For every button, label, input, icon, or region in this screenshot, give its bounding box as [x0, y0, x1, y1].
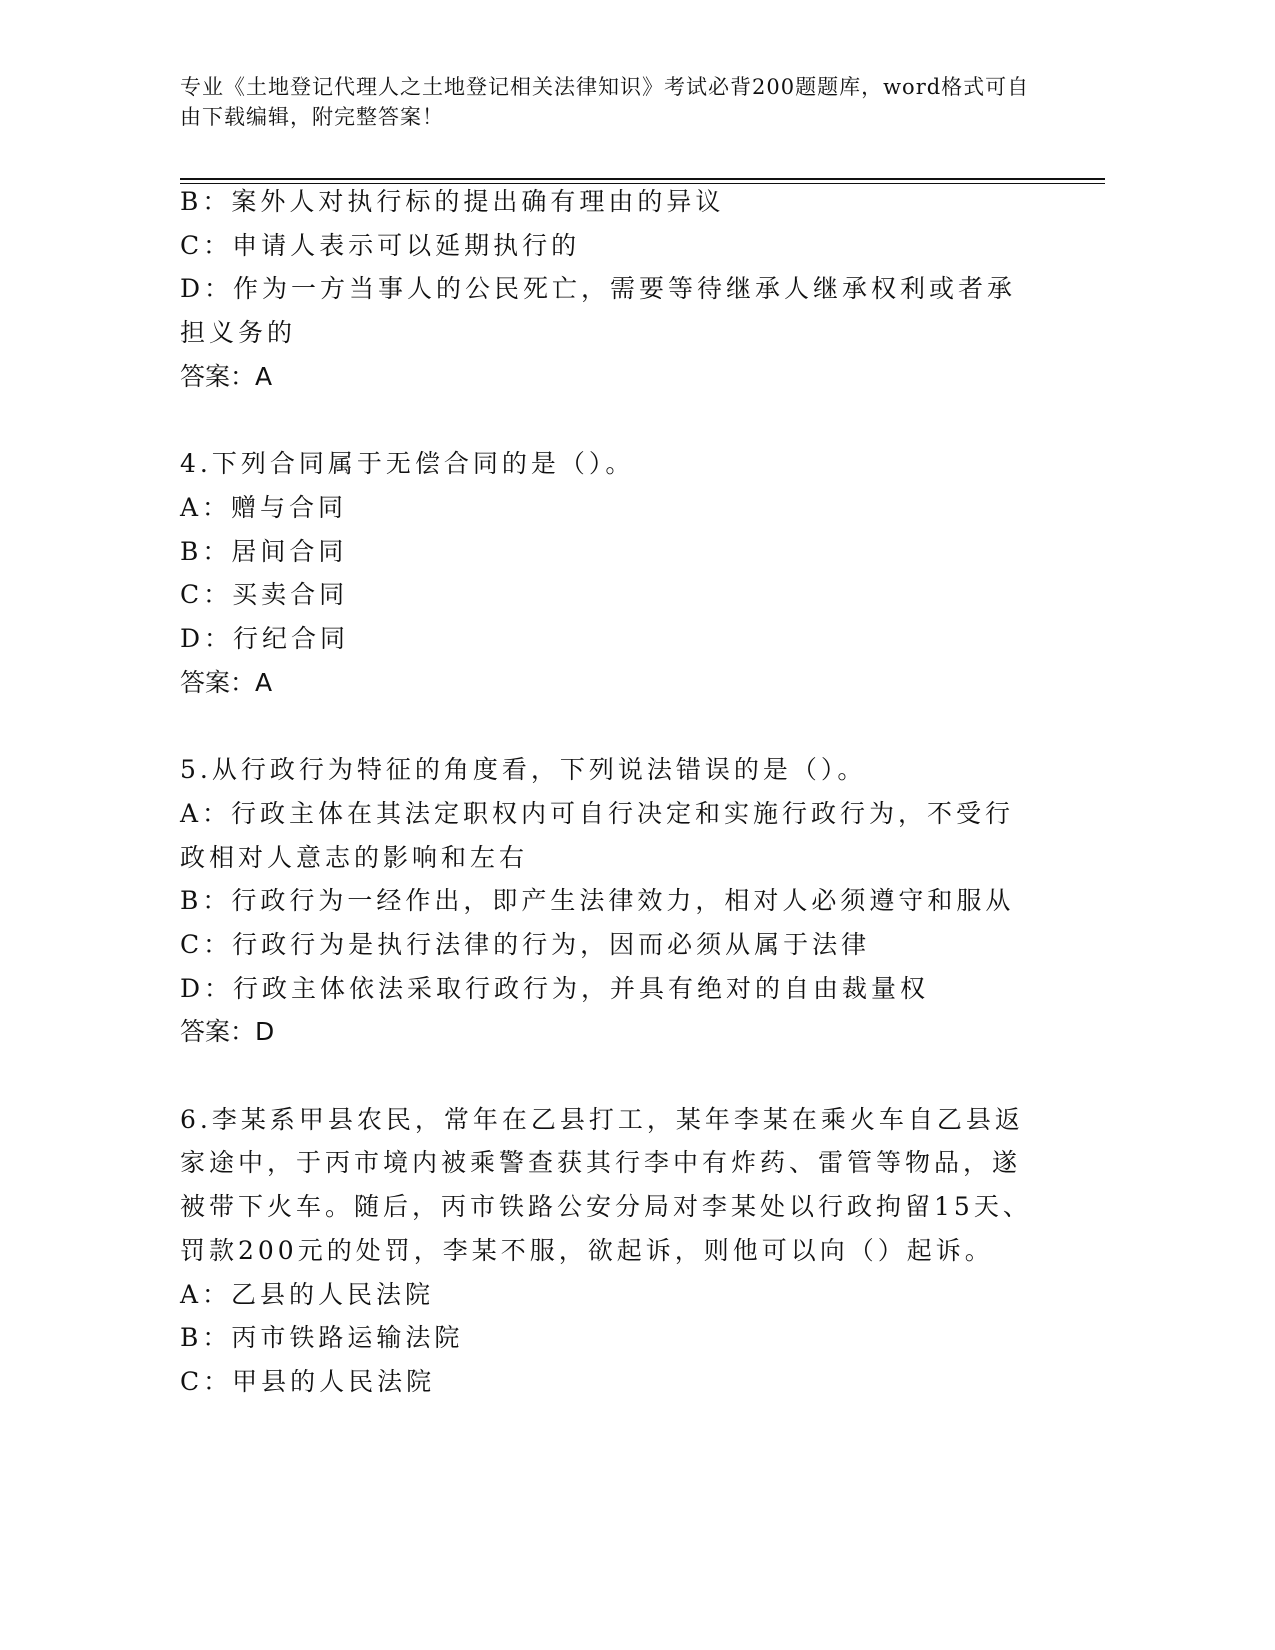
option-c: C：行政行为是执行法律的行为，因而必须从属于法律	[180, 929, 871, 959]
question-text: 4.下列合同属于无偿合同的是（）。	[180, 449, 635, 479]
option-b: B：居间合同	[180, 536, 348, 566]
option-a: A：行政主体在其法定职权内可自行决定和实施行政行为，不受行政相对人意志的影响和左右	[180, 798, 1015, 872]
option-d: D：作为一方当事人的公民死亡，需要等待继承人继承权利或者承担义务的	[180, 274, 1017, 348]
question-6	[180, 1098, 1040, 1404]
option-c: C：甲县的人民法院	[180, 1366, 436, 1396]
answer: 答案：A	[180, 667, 273, 697]
option-b: B：行政行为一经作出，即产生法律效力，相对人必须遵守和服从	[180, 886, 1015, 916]
option-d: D：行政主体依法采取行政行为，并具有绝对的自由裁量权	[180, 973, 930, 1003]
option-a: A：乙县的人民法院	[180, 1279, 435, 1309]
question-4	[180, 442, 1040, 704]
option-c: C：买卖合同	[180, 580, 349, 610]
answer: 答案：D	[180, 1017, 275, 1047]
option-b: B：案外人对执行标的提出确有理由的异议	[180, 187, 725, 216]
question-text: 5.从行政行为特征的角度看，下列说法错误的是（）。	[180, 755, 867, 785]
question-text: 6.李某系甲县农民，常年在乙县打工，某年李某在乘火车自乙县返家途中，于丙市境内被乘警查获其行李中有炸药、雷管等物品，遂被带下火车。随后，丙市铁路公安分局对李某处以行政拘留15天、罚款200元的处罚，李某不服，欲起诉，则他可以向（）起诉。	[180, 1104, 1032, 1265]
question-3	[180, 180, 1040, 399]
option-b: B：丙市铁路运输法院	[180, 1323, 464, 1353]
option-c: C：申请人表示可以延期执行的	[180, 230, 581, 260]
option-a: A：赠与合同	[180, 492, 348, 522]
answer: 答案：A	[180, 361, 273, 391]
question-list	[180, 180, 1040, 1404]
option-d: D：行纪合同	[180, 624, 350, 654]
document-header: 专业《土地登记代理人之土地登记相关法律知识》考试必背200题题库，word格式可自由下载编辑，附完整答案！	[180, 75, 1030, 129]
question-5	[180, 748, 1040, 1054]
